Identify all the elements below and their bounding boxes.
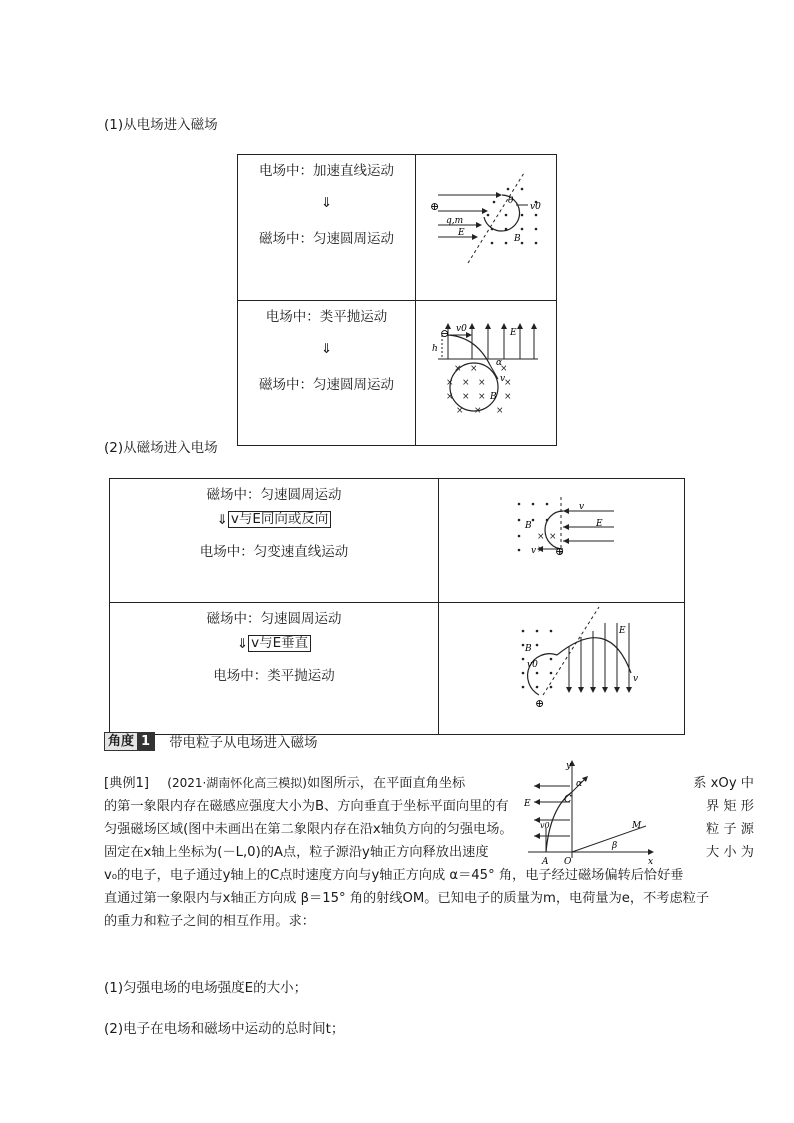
row-line2: 电场中：类平抛运动 xyxy=(213,668,335,684)
coordinate-figure xyxy=(520,758,660,868)
svg-text:×: × xyxy=(496,406,504,416)
example-right-fragments xyxy=(662,772,754,864)
svg-text:×: × xyxy=(462,378,470,388)
condition-box: v与E垂直 xyxy=(248,635,311,652)
table2-row1-text xyxy=(110,479,439,603)
label-beta: β xyxy=(612,841,618,851)
angle-number: 1 xyxy=(137,733,154,750)
table1-row1-figure xyxy=(416,155,557,301)
negative-charge-icon: ⊖ xyxy=(440,327,450,340)
label-b: B xyxy=(525,644,532,654)
label-b: B xyxy=(490,392,497,402)
row-line1: 电场中：加速直线运动 xyxy=(259,163,394,179)
down-arrow: ⇓ xyxy=(236,635,249,652)
label-y: y xyxy=(566,761,572,771)
svg-text:×: × xyxy=(462,392,470,402)
svg-text:×: × xyxy=(537,545,545,555)
svg-text:×: × xyxy=(446,392,454,402)
section1-heading: (1)从电场进入磁场 xyxy=(104,117,218,133)
question-2: (2)电子在电场和磁场中运动的总时间t； xyxy=(104,1021,345,1037)
label-e: E xyxy=(619,626,626,636)
projectile-entry-diagram xyxy=(416,301,556,441)
label-v0: v0 xyxy=(530,202,541,212)
label-alpha: α xyxy=(496,358,503,368)
svg-text:×: × xyxy=(446,378,454,388)
label-b: B xyxy=(525,521,532,531)
row-line1: 磁场中：匀速圆周运动 xyxy=(206,487,342,503)
label-v0: v0 xyxy=(540,821,550,830)
label-e: E xyxy=(524,799,531,809)
transition-condition xyxy=(237,635,311,652)
example-line: 的重力和粒子之间的相互作用。求： xyxy=(104,914,315,929)
section2-heading: (2)从磁场进入电场 xyxy=(104,440,218,456)
label-v0: v0 xyxy=(527,660,538,670)
table1-row2-figure xyxy=(416,301,557,446)
table1-row2-text xyxy=(238,301,416,446)
perpendicular-exit-diagram xyxy=(439,603,684,730)
label-e: E xyxy=(458,228,465,238)
example-source: (2021·湖南怀化高三模拟) xyxy=(167,776,307,790)
example-line: 如图所示，在平面直角坐标 xyxy=(306,776,466,791)
label-v-top: v xyxy=(579,502,585,512)
table2-row1-figure xyxy=(439,479,685,603)
label-b: B xyxy=(514,234,521,244)
label-e: E xyxy=(510,328,517,338)
label-qm: q,m xyxy=(446,216,464,226)
angle-title: 带电粒子从电场进入磁场 xyxy=(169,735,318,751)
positive-charge-icon: ⊕ xyxy=(555,545,565,558)
table-electric-to-magnetic xyxy=(237,154,557,446)
example-line: v₀的电子，电子通过y轴上的C点时速度方向与y轴正方向成 α＝45° 角，电子经过磁场偏转后恰好垂 xyxy=(104,868,684,883)
label-h: h xyxy=(432,344,438,354)
parallel-exit-diagram xyxy=(439,479,684,598)
down-arrow: ⇓ xyxy=(320,341,333,357)
label-v: v xyxy=(633,674,639,684)
svg-text:×: × xyxy=(454,364,462,374)
example-line: 的第一象限内存在磁感应强度大小为B、方向垂直于坐标平面向里的有 xyxy=(104,799,509,814)
example-line: 固定在x轴上坐标为(－L,0)的A点，粒子源沿y轴正方向释放出速度 xyxy=(104,845,489,860)
label-v: v xyxy=(500,374,506,384)
table2-row2-text xyxy=(110,603,439,735)
svg-text:×: × xyxy=(478,392,486,402)
svg-text:×: × xyxy=(504,392,512,402)
svg-text:×: × xyxy=(456,406,464,416)
label-x: x xyxy=(648,857,654,867)
fragment: 系 xOy 中 xyxy=(693,776,754,791)
row-line1: 电场中：类平抛运动 xyxy=(265,309,388,325)
table2-row2-figure xyxy=(439,603,685,735)
label-m: M xyxy=(632,821,642,831)
svg-text:×: × xyxy=(549,532,557,542)
angle-tag xyxy=(104,731,318,751)
label-v-bottom: v xyxy=(531,546,537,556)
row-line2: 磁场中：匀速圆周运动 xyxy=(259,377,394,393)
fragment: 界 矩 形 xyxy=(706,799,754,814)
down-arrow: ⇓ xyxy=(320,195,333,211)
angle-label: 角度 xyxy=(105,733,137,750)
accelerated-entry-diagram xyxy=(416,155,556,296)
fragment: 粒 子 源 xyxy=(706,822,754,837)
question-1: (1)匀强电场的电场强度E的大小； xyxy=(104,980,308,996)
transition-condition xyxy=(217,511,332,528)
svg-text:×: × xyxy=(500,364,508,374)
row-line1: 磁场中：匀速圆周运动 xyxy=(206,611,342,627)
svg-text:×: × xyxy=(504,378,512,388)
svg-text:×: × xyxy=(474,406,482,416)
svg-text:×: × xyxy=(470,364,478,374)
table1-row1-text xyxy=(238,155,416,301)
label-a: A xyxy=(542,857,549,867)
label-o: O xyxy=(564,857,572,867)
example-line: 直通过第一象限内与x轴正方向成 β＝15° 角的射线OM。已知电子的质量为m，电荷量为e，不考虑粒子 xyxy=(104,891,710,906)
table-magnetic-to-electric xyxy=(109,478,685,735)
label-c: C xyxy=(564,794,572,805)
label-alpha: α xyxy=(576,779,583,789)
fragment: 大 小 为 xyxy=(706,845,754,860)
label-theta: θ xyxy=(508,196,514,206)
positive-charge-icon: ⊕ xyxy=(535,697,545,710)
row-line2: 电场中：匀变速直线运动 xyxy=(199,544,349,560)
condition-box: v与E同向或反向 xyxy=(228,511,332,528)
svg-text:×: × xyxy=(478,378,486,388)
svg-text:×: × xyxy=(537,532,545,542)
example-continued xyxy=(104,864,754,933)
label-v0: v0 xyxy=(456,324,467,334)
example-paragraph xyxy=(104,772,524,864)
row-line2: 磁场中：匀速圆周运动 xyxy=(259,231,394,247)
example-line: 匀强磁场区域(图中未画出在第二象限内存在沿x轴负方向的匀强电场。 xyxy=(104,822,513,837)
example-label: [典例1] xyxy=(104,776,150,791)
label-e: E xyxy=(596,519,603,529)
positive-charge-icon: ⊕ xyxy=(430,200,440,213)
angle-badge xyxy=(104,732,155,751)
down-arrow: ⇓ xyxy=(216,511,228,528)
